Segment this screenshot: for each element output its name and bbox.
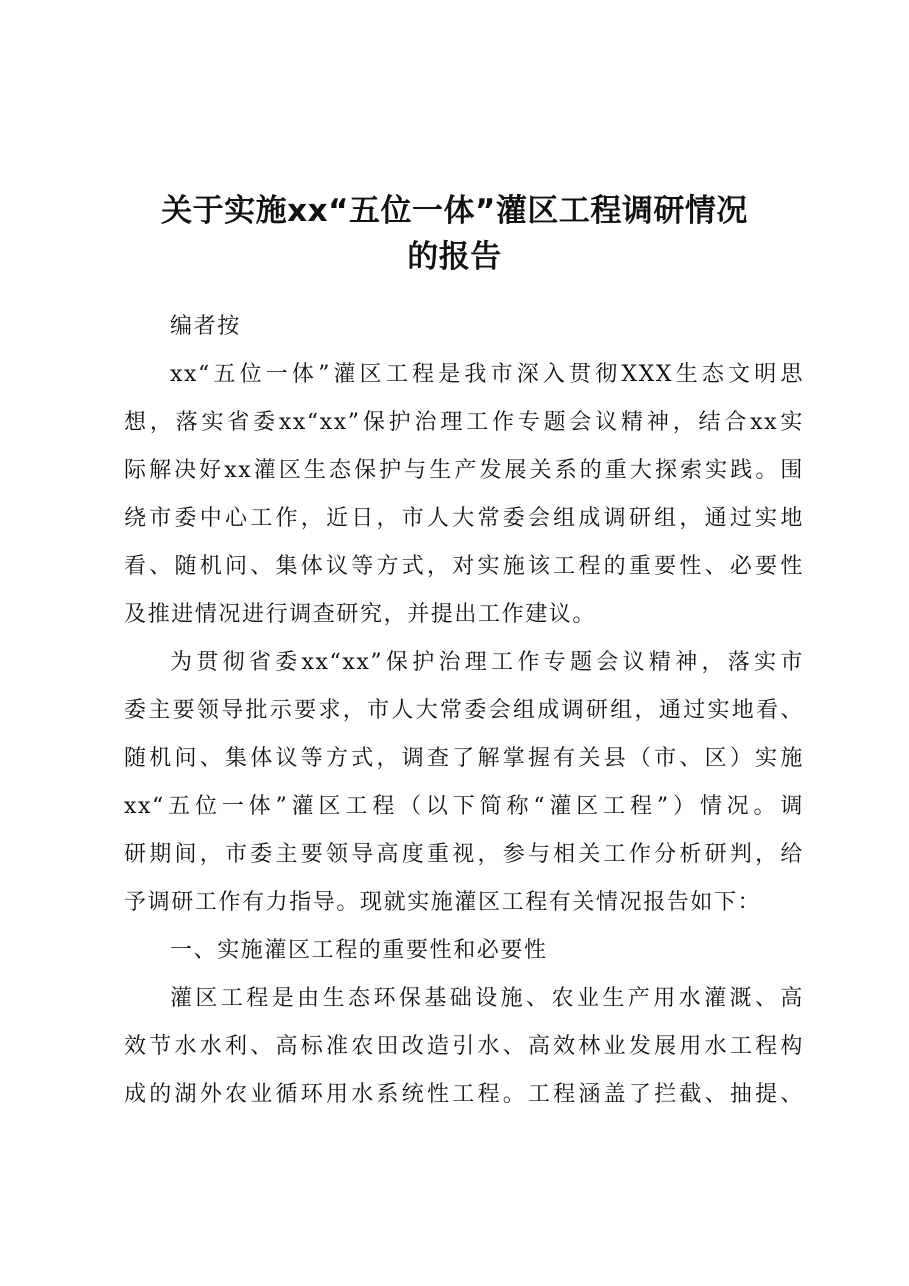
- text-line: 成的湖外农业循环用水系统性工程。工程涵盖了拦截、抽提、: [124, 1082, 804, 1107]
- text-line: 及推进情况进行调查研究，并提出工作建议。: [124, 602, 597, 627]
- text-line: 效节水水利、高标准农田改造引水、高效林业发展用水工程构: [124, 1034, 804, 1059]
- text-line: 看、随机问、集体议等方式，对实施该工程的重要性、必要性: [124, 554, 804, 579]
- text-line: 编者按: [170, 314, 241, 339]
- text-line: 际解决好xx灌区生态保护与生产发展关系的重大探索实践。围: [124, 458, 804, 483]
- text-line: 随机问、集体议等方式，调查了解掌握有关县（市、区）实施: [124, 746, 804, 771]
- text-line: 绕市委中心工作，近日，市人大常委会组成调研组，通过实地: [124, 506, 804, 531]
- document-body: [124, 303, 804, 1119]
- text-line: xx“五位一体”灌区工程（以下简称“灌区工程”）情况。调: [124, 794, 804, 819]
- text-line: 予调研工作有力指导。现就实施灌区工程有关情况报告如下：: [124, 890, 762, 915]
- text-line: 想，落实省委xx“xx”保护治理工作专题会议精神，结合xx实: [124, 410, 804, 435]
- text-line: 为贯彻省委xx“xx”保护治理工作专题会议精神，落实市: [170, 650, 804, 675]
- paragraph-background: [124, 639, 804, 927]
- editor-note-label: [124, 303, 804, 351]
- text-line: 一、实施灌区工程的重要性和必要性: [170, 938, 548, 963]
- text-line: 灌区工程是由生态环保基础设施、农业生产用水灌溉、高: [170, 986, 804, 1011]
- text-line: xx“五位一体”灌区工程是我市深入贯彻XXX生态文明思: [170, 362, 804, 387]
- section-heading-1: [124, 927, 804, 975]
- text-line: 委主要领导批示要求，市人大常委会组成调研组，通过实地看、: [124, 698, 804, 723]
- text-line: 研期间，市委主要领导高度重视，参与相关工作分析研判，给: [124, 842, 804, 867]
- document-title-line-2: 的报告: [407, 239, 502, 275]
- paragraph-section-1: [124, 975, 804, 1119]
- paragraph-intro: [124, 351, 804, 639]
- document-title-line-1: 关于实施xx“五位一体”灌区工程调研情况: [161, 193, 748, 229]
